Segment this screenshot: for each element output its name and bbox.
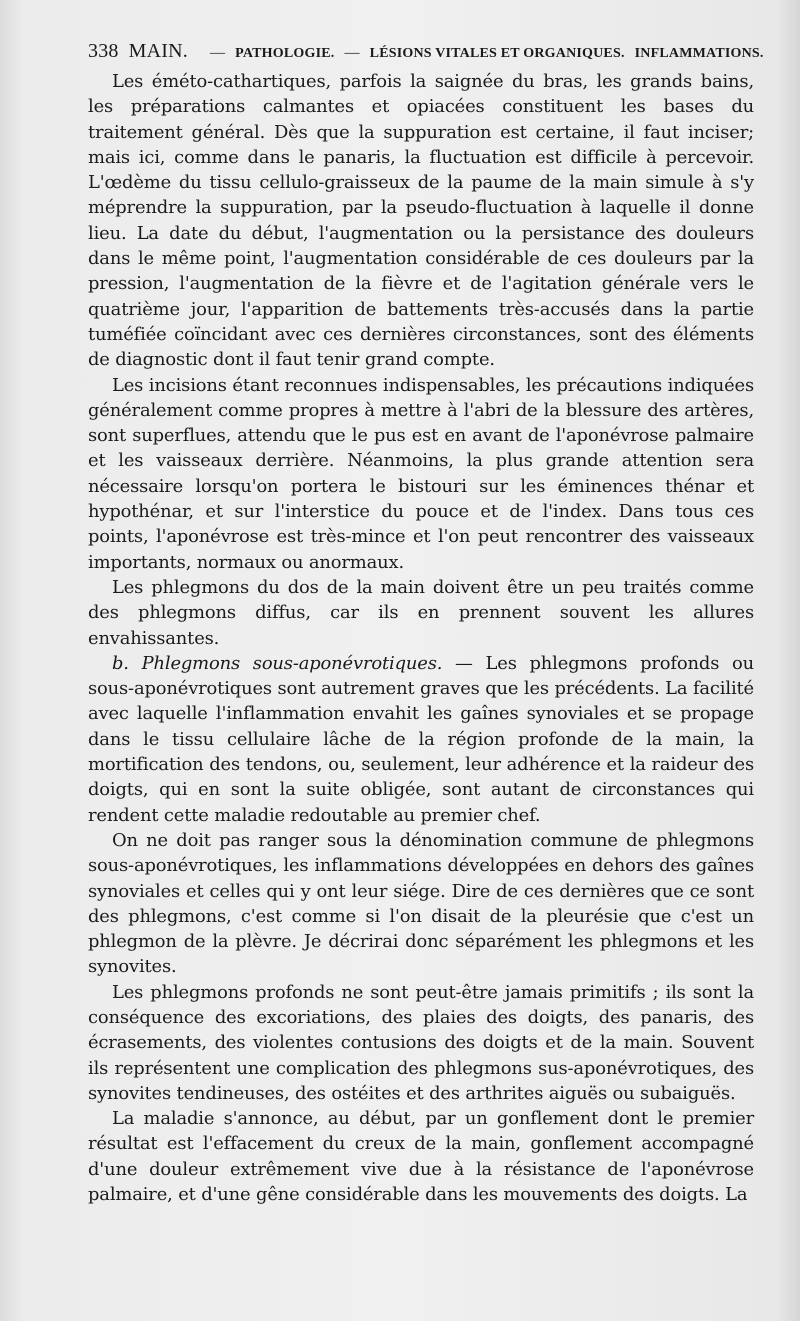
header-section: PATHOLOGIE. [235,46,335,61]
section-heading-b: b. Phlegmons sous-aponévrotiques. [112,652,443,674]
header-main-title: MAIN. [128,40,188,62]
paragraph-3: Les phlegmons du dos de la main doivent être un peu traités comme des phlegmons diffus, car ils en prennent souvent les allures envahissantes. [88,576,754,649]
paragraph-2: Les incisions étant reconnues indispensables, les précautions indiquées généralement comme propres à mettre à l'abri de la blessure des artères, sont superflues, attendu que le pus est en avant de l'aponévrose palmaire et les vaisseaux derrière. Néanmoins, la plus grande attention sera nécessaire lorsqu'on portera le bistouri sur les éminences thénar et hypothénar, et sur l'interstice du pouce et de l'index. Dans tous ces points, l'aponévrose est très-mince et l'on peut rencontrer des vaisseaux importants, normaux ou anormaux. [88,374,754,573]
paragraph-6: Les phlegmons profonds ne sont peut-être jamais primitifs ; ils sont la conséquence des excoriations, des plaies des doigts, des panaris, des écrasements, des violentes contusions des doigts et de la main. Souvent ils représentent une complication des phlegmons sus-aponévrotiques, des synovites tendineuses, des ostéites et des arthrites aiguës ou subaiguës. [88,981,754,1104]
running-header [88,40,764,63]
paragraph-7: La maladie s'annonce, au début, par un gonflement dont le premier résultat est l'effacement du creux de la main, gonflement accompagné d'une douleur extrêmement vive due à la résistance de l'aponévrose palmaire, et d'une gêne considérable dans les mouvements des doigts. La [88,1108,754,1206]
paragraph-4-text: — Les phlegmons profonds ou sous-aponévrotiques sont autrement graves que les précédents. La facilité avec laquelle l'inflammation envahit les gaînes synoviales et se propage dans le tissu cellulaire lâche de la région profonde de la main, la mortification des tendons, ou, seulement, leur adhérence et la raideur des doigts, qui en sont la suite obligée, sont autant de circonstances qui rendent cette maladie redoutable au premier chef. [88,652,754,826]
header-subsection: LÉSIONS VITALES ET ORGANIQUES. [369,46,625,61]
paragraph-1: Les éméto-cathartiques, parfois la saignée du bras, les grands bains, les préparations calmantes et opiacées constituent les bases du traitement général. Dès que la suppuration est certaine, il faut inciser; mais ici, comme dans le panaris, la fluctuation est difficile à percevoir. L'œdème du tissu cellulo-graisseux de la paume de la main simule à s'y méprendre la suppuration, par la pseudo-fluctuation à laquelle il donne lieu. La date du début, l'augmentation ou la persistance des douleurs dans le même point, l'augmentation considérable de ces douleurs par la pression, l'augmentation de la fièvre et de l'agitation générale vers le quatrième jour, l'apparition de battements très-accusés dans la partie tuméfiée coïncidant avec ces dernières circonstances, sont des éléments de diagnostic dont il faut tenir grand compte. [88,71,754,371]
page-number: 338 [88,40,119,62]
header-topic: INFLAMMATIONS. [634,46,764,61]
paragraph-4 [88,651,754,828]
body-text [88,69,754,1207]
header-dash-2: — [344,45,360,61]
paragraph-5: On ne doit pas ranger sous la dénomination commune de phlegmons sous-aponévrotiques, les inflammations développées en dehors des gaînes synoviales et celles qui y ont leur siége. Dire de ces dernières que ce sont des phlegmons, c'est comme si l'on disait de la pleurésie que c'est un phlegmon de la plèvre. Je décrirai donc séparément les phlegmons et les synovites. [88,829,754,978]
header-dash-1: — [209,45,226,61]
